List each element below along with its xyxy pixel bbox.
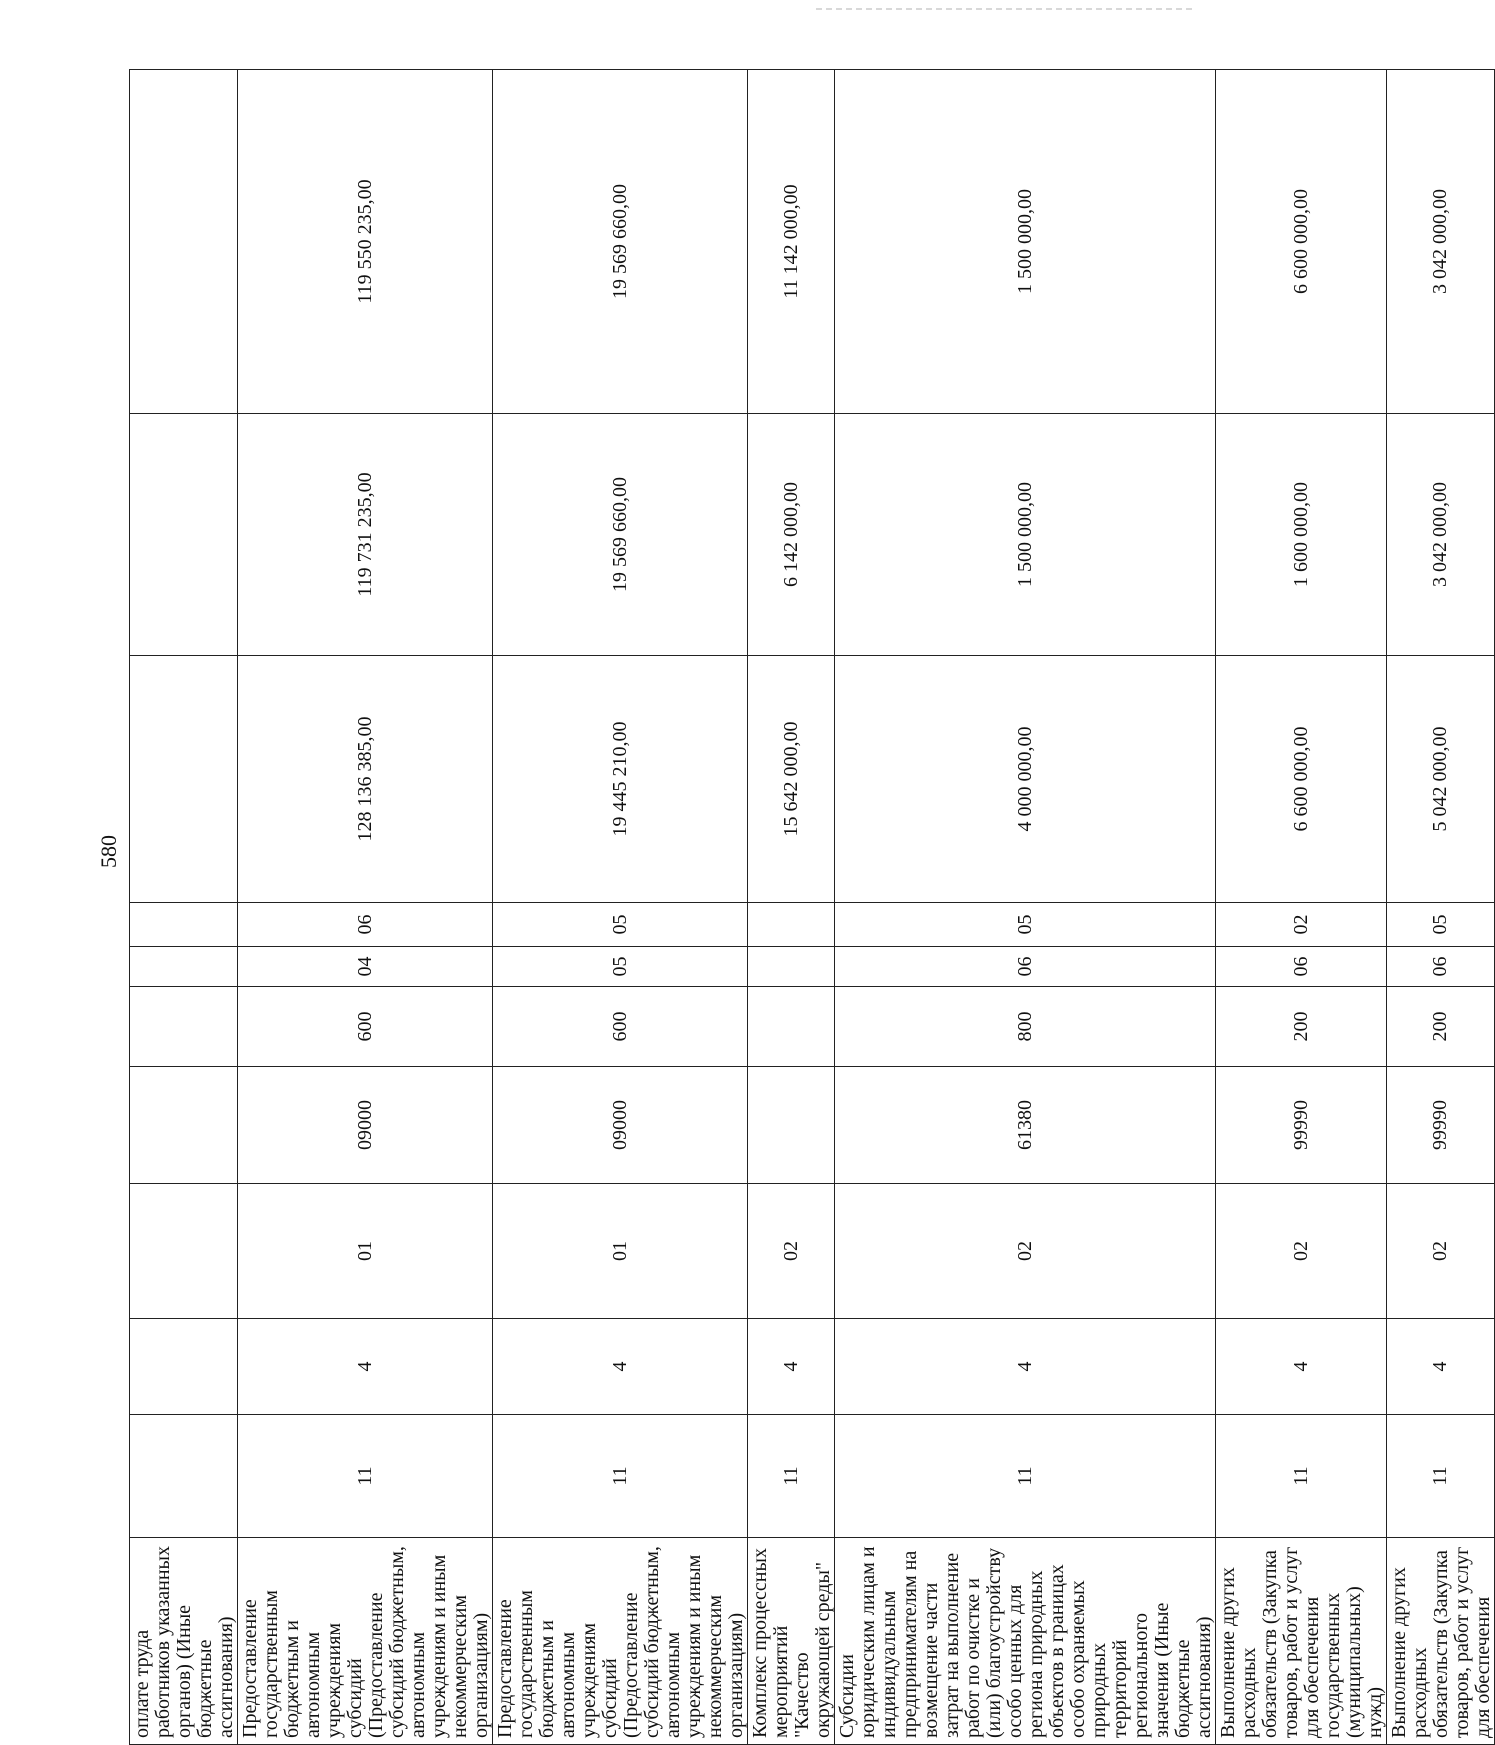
program-code: 4: [1387, 1319, 1495, 1415]
amount-year-1: 19 445 210,00: [493, 656, 748, 903]
target-code: [130, 1067, 238, 1184]
budget-table-rotated: [129, 70, 1494, 1745]
expense-type-code: 600: [238, 987, 493, 1067]
amount-year-3: 19 569 660,00: [493, 70, 748, 414]
row-description: Предоставление государственным бюджетным и автономным учреждениям субсидий (Предоставление субсидий бюджетным, автономным учреждениям и иным некоммерческим организациям): [238, 1538, 493, 1745]
subprogram-code: 02: [1387, 1184, 1495, 1319]
amount-year-1: 6 600 000,00: [1216, 656, 1387, 903]
amount-year-1: 4 000 000,00: [835, 656, 1216, 903]
amount-year-2: 119 731 235,00: [238, 414, 493, 656]
expense-type-code: 600: [493, 987, 748, 1067]
target-code: 09000: [493, 1067, 748, 1184]
item-code: 05: [835, 903, 1216, 947]
target-code: 99990: [1216, 1067, 1387, 1184]
amount-year-3: [130, 70, 238, 414]
subsection-code: 04: [238, 947, 493, 987]
amount-year-1: 128 136 385,00: [238, 656, 493, 903]
subsection-code: [130, 947, 238, 987]
program-code: 4: [238, 1319, 493, 1415]
section-code: [130, 1415, 238, 1538]
subsection-code: 06: [835, 947, 1216, 987]
section-code: 11: [748, 1415, 835, 1538]
subsection-code: 05: [493, 947, 748, 987]
item-code: [130, 903, 238, 947]
subsection-code: 06: [1216, 947, 1387, 987]
row-description: Предоставление государственным бюджетным и автономным учреждениям субсидий (Предоставление субсидий бюджетным, автономным учреждениям и иным некоммерческим организациям): [493, 1538, 748, 1745]
amount-year-3: 3 042 000,00: [1387, 70, 1495, 414]
subprogram-code: [130, 1184, 238, 1319]
expense-type-code: [130, 987, 238, 1067]
table-row: [1216, 70, 1387, 1745]
amount-year-3: 1 500 000,00: [835, 70, 1216, 414]
program-code: 4: [835, 1319, 1216, 1415]
item-code: [748, 903, 835, 947]
budget-table: [129, 69, 1495, 1745]
item-code: 06: [238, 903, 493, 947]
item-code: 05: [1387, 903, 1495, 947]
expense-type-code: [748, 987, 835, 1067]
table-row: [238, 70, 493, 1745]
amount-year-2: 6 142 000,00: [748, 414, 835, 656]
target-code: 61380: [835, 1067, 1216, 1184]
subprogram-code: 02: [748, 1184, 835, 1319]
amount-year-2: [130, 414, 238, 656]
section-code: 11: [238, 1415, 493, 1538]
subprogram-code: 01: [238, 1184, 493, 1319]
amount-year-3: 119 550 235,00: [238, 70, 493, 414]
target-code: [748, 1067, 835, 1184]
row-description: Выполнение других расходных обязательств (Закупка товаров, работ и услуг для обеспечения государственных (муниципальных) нужд): [1216, 1538, 1387, 1745]
table-row: [493, 70, 748, 1745]
table-row: [130, 70, 238, 1745]
amount-year-3: 6 600 000,00: [1216, 70, 1387, 414]
program-code: [130, 1319, 238, 1415]
page-number: 580: [96, 835, 121, 868]
expense-type-code: 200: [1387, 987, 1495, 1067]
section-code: 11: [1387, 1415, 1495, 1538]
amount-year-2: 3 042 000,00: [1387, 414, 1495, 656]
subprogram-code: 02: [835, 1184, 1216, 1319]
section-code: 11: [1216, 1415, 1387, 1538]
subsection-code: [748, 947, 835, 987]
row-description: Комплекс процессных мероприятий "Качество окружающей среды": [748, 1538, 835, 1745]
program-code: 4: [493, 1319, 748, 1415]
amount-year-2: 19 569 660,00: [493, 414, 748, 656]
table-row: [1387, 70, 1495, 1745]
subsection-code: 06: [1387, 947, 1495, 987]
expense-type-code: 200: [1216, 987, 1387, 1067]
scan-artifact: [816, 8, 1196, 10]
amount-year-1: [130, 656, 238, 903]
program-code: 4: [748, 1319, 835, 1415]
section-code: 11: [835, 1415, 1216, 1538]
amount-year-1: 15 642 000,00: [748, 656, 835, 903]
amount-year-2: 1 600 000,00: [1216, 414, 1387, 656]
amount-year-1: 5 042 000,00: [1387, 656, 1495, 903]
subprogram-code: 02: [1216, 1184, 1387, 1319]
row-description: оплате труда работников указанных органов) (Иные бюджетные ассигнования): [130, 1538, 238, 1745]
item-code: 02: [1216, 903, 1387, 947]
row-description: Выполнение других расходных обязательств (Закупка товаров, работ и услуг для обеспечения: [1387, 1538, 1495, 1745]
row-description: Субсидии юридическим лицам и индивидуальным предпринимателям на возмещение части затрат на выполнение работ по очистке и (или) благоустройству особо ценных для региона природных объектов в границах особо охраняемых природных территорий регионального значения (Иные бюджетные ассигнования): [835, 1538, 1216, 1745]
program-code: 4: [1216, 1319, 1387, 1415]
subprogram-code: 01: [493, 1184, 748, 1319]
expense-type-code: 800: [835, 987, 1216, 1067]
table-row: [835, 70, 1216, 1745]
target-code: 09000: [238, 1067, 493, 1184]
table-row: [748, 70, 835, 1745]
amount-year-2: 1 500 000,00: [835, 414, 1216, 656]
section-code: 11: [493, 1415, 748, 1538]
amount-year-3: 11 142 000,00: [748, 70, 835, 414]
item-code: 05: [493, 903, 748, 947]
target-code: 99990: [1387, 1067, 1495, 1184]
